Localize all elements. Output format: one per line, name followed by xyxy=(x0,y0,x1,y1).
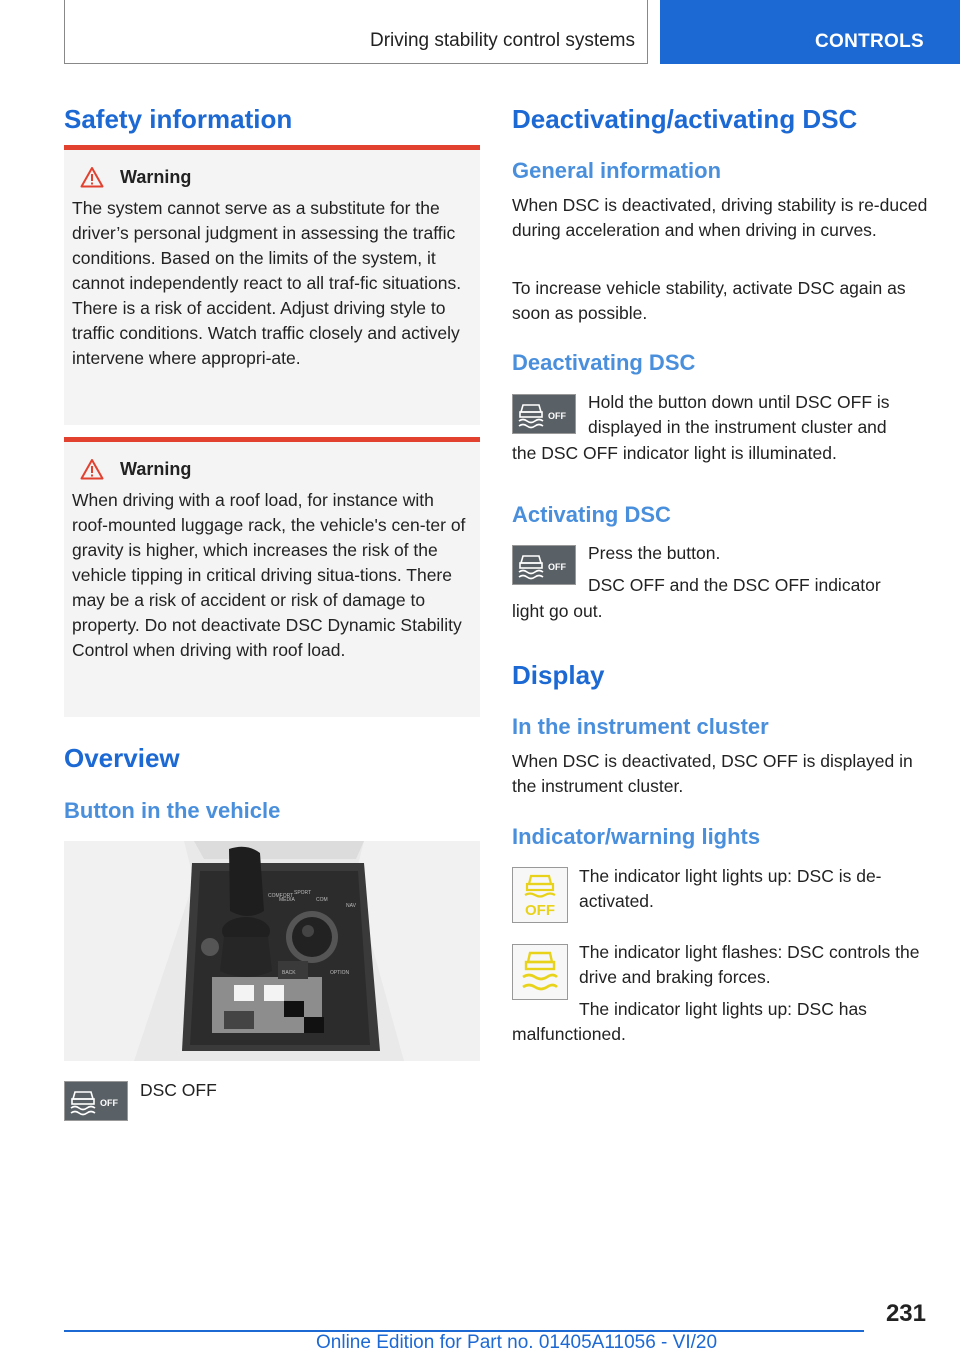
button-in-vehicle-heading: Button in the vehicle xyxy=(64,798,281,823)
console-sport-label: SPORT xyxy=(294,890,312,896)
header-chapter-tab xyxy=(660,0,960,64)
activating-text-2: DSC OFF and the DSC OFF indicator xyxy=(588,575,881,595)
indicator-warning-lights-heading: Indicator/warning lights xyxy=(512,824,761,849)
warning-triangle-icon xyxy=(80,166,104,188)
general-paragraph-2: To increase vehicle stability, activate DSC again as soon as possible. xyxy=(512,278,906,323)
warning-box-2 xyxy=(64,437,480,717)
dsc-off-caption: DSC OFF xyxy=(140,1080,217,1100)
page-number: 231 xyxy=(885,1300,926,1327)
off-label: OFF xyxy=(525,902,555,919)
header-section-box xyxy=(64,0,648,64)
console-back-label: BACK xyxy=(282,970,296,976)
safety-heading: Safety information xyxy=(64,104,293,134)
off-label: OFF xyxy=(548,562,566,572)
general-information-heading: General information xyxy=(512,158,722,183)
instrument-cluster-text: When DSC is deactivated, DSC OFF is displayed in the instrument cluster. xyxy=(512,751,913,796)
indicator-light-2-text: The indicator light flashes: DSC controls the drive and braking forces. xyxy=(579,942,920,987)
console-nav-label: NAV xyxy=(346,903,356,909)
warning-box-1 xyxy=(64,145,480,425)
deactivating-text: Hold the button down until DSC OFF is displayed in the instrument cluster and xyxy=(588,392,890,437)
activating-text-1: Press the button. xyxy=(588,543,721,563)
dsc-off-button-icon xyxy=(512,394,576,434)
warning-triangle-icon xyxy=(80,458,104,480)
deactivating-dsc-heading: Deactivating DSC xyxy=(512,350,696,375)
console-media-label: MEDIA xyxy=(279,897,295,903)
warning-text: When driving with a roof load, for instance with roof-mounted luggage rack, the vehicle's cen-ter of gravity is higher, which increases the risk of the vehicle tipping in critical driving situa-tions. There may be a risk of accident or risk of damage to property. Do not deactivate DSC Dynamic Stability Control when driving with roof load. xyxy=(72,490,466,660)
dsc-indicator-icon xyxy=(512,944,568,1000)
header-chapter-label: CONTROLS xyxy=(815,31,925,52)
warning-label: Warning xyxy=(120,166,192,187)
off-label: OFF xyxy=(100,1098,118,1108)
activating-dsc-heading: Activating DSC xyxy=(512,502,671,527)
console-option-label: OPTION xyxy=(330,970,350,976)
dsc-off-button-icon xyxy=(512,545,576,585)
dsc-off-indicator-icon xyxy=(512,867,568,923)
deactivating-activating-heading: Deactivating/activating DSC xyxy=(512,104,858,134)
instrument-cluster-heading: In the instrument cluster xyxy=(512,714,769,739)
center-console-photo xyxy=(64,841,480,1061)
header-section-title: Driving stability control systems xyxy=(369,30,635,51)
off-label: OFF xyxy=(548,411,566,421)
deactivating-text-continued: the DSC OFF indicator light is illuminated. xyxy=(512,443,837,463)
warning-text: The system cannot serve as a substitute for the driver’s personal judgment in assessing the traffic conditions. Based on the limits of the system, it cannot independently react to all traf-fic situations. There is a risk of accident. Adjust driving style to traffic conditions. Watch traffic closely and actively intervene where appropri-ate. xyxy=(72,198,462,368)
indicator-light-3-text-continued: malfunctioned. xyxy=(512,1024,626,1044)
console-com-label: COM xyxy=(316,897,328,903)
footer-edition: Online Edition for Part no. 01405A11056 - VI/20 xyxy=(316,1332,718,1353)
warning-label: Warning xyxy=(120,458,192,479)
activating-text-2-continued: light go out. xyxy=(512,601,603,621)
indicator-light-1-text: The indicator light lights up: DSC is de-activated. xyxy=(579,866,882,911)
display-heading: Display xyxy=(512,660,605,690)
console-comfort-label: COMFORT xyxy=(268,893,294,899)
dsc-off-button-icon xyxy=(64,1081,128,1121)
indicator-light-3-text: The indicator light lights up: DSC has xyxy=(579,999,867,1019)
general-paragraph-1: When DSC is deactivated, driving stability is re-duced during acceleration and when driving in curves. xyxy=(512,195,928,240)
overview-heading: Overview xyxy=(64,743,180,773)
